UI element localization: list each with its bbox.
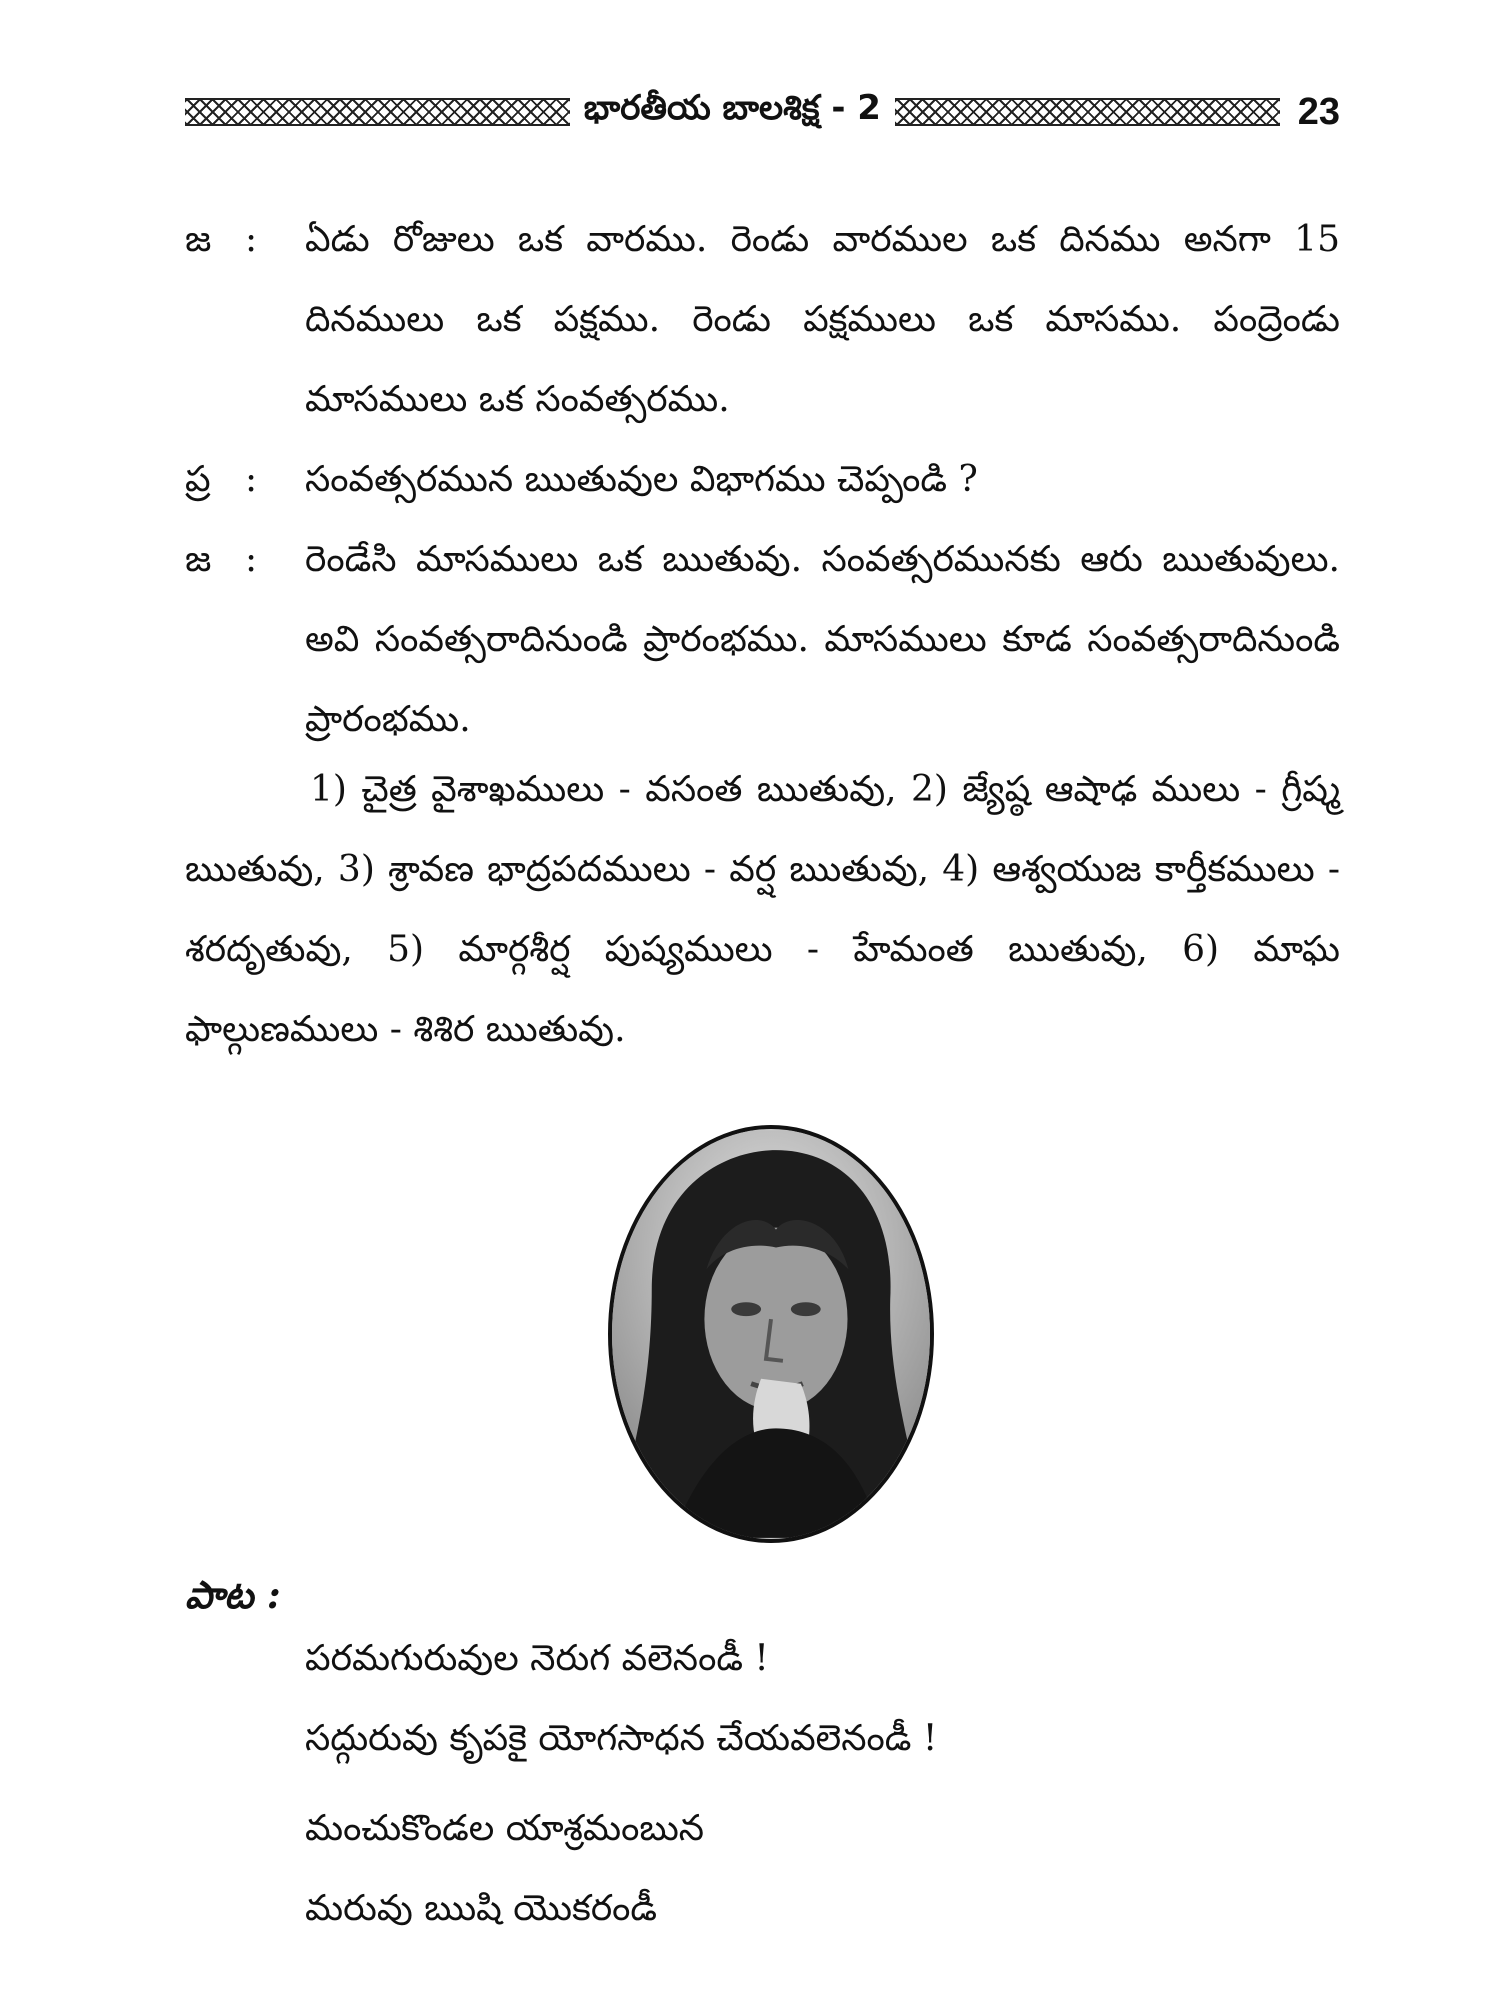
- answer-text: ఏడు రోజులు ఒక వారము. రెండు వారముల ఒక దినము అనగా 15 దినములు ఒక పక్షము. రెండు పక్షములు ఒక మాసము. పంద్రెండు మాసములు ఒక సంవత్సరము.: [305, 219, 1340, 420]
- answer-label: జ: [185, 219, 212, 260]
- header-ornament-right: [895, 98, 1280, 126]
- song-label: పాట :: [185, 1572, 281, 1617]
- answer-block-1: [185, 200, 1340, 440]
- header-title: భారతీయ బాలశిక్ష - 2: [583, 88, 881, 128]
- header-ornament-left: [185, 98, 570, 126]
- answer-block-2: [185, 520, 1340, 760]
- portrait-photo: [608, 1125, 934, 1543]
- question-text: సంవత్సరమున ఋతువుల విభాగము చెప్పండి ?: [305, 459, 978, 500]
- label-colon: :: [245, 219, 258, 260]
- portrait-image: [612, 1129, 930, 1539]
- answer-label: జ: [185, 539, 212, 580]
- answer-text: రెండేసి మాసములు ఒక ఋతువు. సంవత్సరమునకు ఆరు ఋతువులు. అవి సంవత్సరాదినుండి ప్రారంభము. మాసములు కూడ సంవత్సరాదినుండి ప్రారంభము.: [305, 539, 1340, 740]
- song-line: పరమగురువుల నెరుగ వలెనండీ !: [305, 1638, 769, 1679]
- label-colon: :: [245, 539, 258, 580]
- seasons-paragraph: 1) చైత్ర వైశాఖములు - వసంత ఋతువు, 2) జ్యేష్ఠ ఆషాఢ ములు - గ్రీష్మ ఋతువు, 3) శ్రావణ భాద్రపదములు - వర్ష ఋతువు, 4) ఆశ్వయుజ కార్తీకములు - శరదృతువు, 5) మార్గశీర్ష పుష్యములు - హేమంత ఋతువు, 6) మాఘ ఫాల్గుణములు - శిశిర ఋతువు.: [185, 769, 1340, 1050]
- song-line: మంచుకొండల యాశ్రమంబున: [305, 1808, 705, 1849]
- label-colon: :: [245, 459, 258, 500]
- song-line: సద్గురువు కృపకై యోగసాధన చేయవలెనండీ !: [305, 1718, 938, 1759]
- question-label: ప్ర: [185, 459, 211, 500]
- page-number: 23: [1297, 90, 1341, 133]
- question-block: [185, 440, 1340, 520]
- song-line: మరువు ఋషి యొకరండీ: [305, 1888, 658, 1929]
- running-header: [185, 88, 1340, 136]
